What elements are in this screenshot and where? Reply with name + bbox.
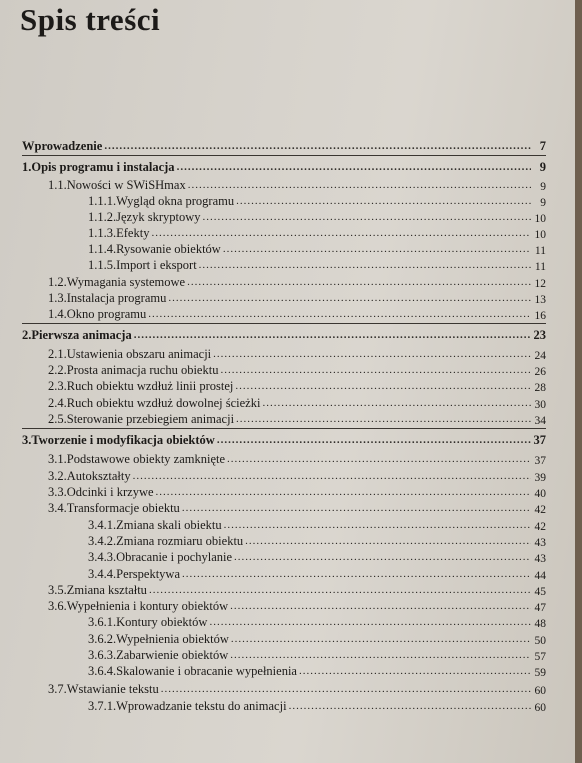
toc-title: Odcinki i krzywe [66,485,154,499]
toc-page-number: 12 [534,278,546,290]
toc-number: 1.3. [48,291,67,305]
dot-leader [182,502,531,514]
dot-leader [161,683,531,695]
toc-number: 2.1. [48,347,67,361]
dot-leader [230,649,531,661]
toc-page-number: 57 [534,651,546,663]
toc-page-number: 11 [534,245,546,257]
toc-entry [88,698,546,714]
toc-number: 3.3. [48,485,67,499]
toc-number: 3.6. [48,599,67,613]
toc-title: Instalacja programu [66,291,167,305]
dot-leader [213,348,531,360]
toc-chapter [22,138,546,154]
toc-page-number: 39 [534,472,546,484]
toc-title: Kontury obiektów [116,615,208,629]
toc-title: Tworzenie i modyfikacja obiektów [31,433,215,447]
toc-page-number: 37 [534,455,546,467]
dot-leader [245,535,531,547]
toc-number: 3.6.1. [88,615,117,629]
toc-page-number: 28 [534,382,546,394]
toc-page-number: 60 [534,685,546,697]
toc-number: 1.1. [48,178,67,192]
toc-entry [48,290,546,306]
toc-number: 2.2. [48,363,67,377]
toc-chapter [22,159,546,175]
toc-number: 3.6.3. [88,648,117,662]
dot-leader [156,486,531,498]
toc-entry [88,647,546,663]
toc-entry [48,598,546,614]
toc-title: Wymagania systemowe [66,275,186,289]
toc-entry [48,274,546,290]
dot-leader [203,211,532,223]
toc-page-number: 13 [534,294,546,306]
toc-number: 1.1.3. [88,226,117,240]
toc-entry [88,241,546,257]
dot-leader [234,551,531,563]
page-title: Spis treści [20,2,161,37]
toc-title: Podstawowe obiekty zamknięte [66,452,226,466]
toc-entry [48,681,546,697]
toc-title: Język skryptowy [116,210,201,224]
dot-leader [168,292,531,304]
toc-number: 3.6.2. [88,632,117,646]
toc-title: Sterowanie przebiegiem animacji [66,412,235,426]
dot-leader [148,308,531,320]
toc-title: Wypełnienia obiektów [116,632,229,646]
toc-entry [48,177,546,193]
toc-page-number: 47 [534,602,546,614]
toc-page-number: 10 [534,213,546,225]
toc-title: Prosta animacja ruchu obiektu [66,363,219,377]
toc-title: Wypełnienia i kontury obiektów [66,599,229,613]
toc-page-number: 9 [540,181,546,193]
toc-title: Zabarwienie obiektów [116,648,229,662]
toc-entry [48,468,546,484]
toc-number: 3.7. [48,682,67,696]
toc-entry [88,517,546,533]
toc-entry [48,395,546,411]
toc-number: 1.1.5. [88,258,117,272]
dot-leader [220,364,531,376]
toc-page-number: 26 [534,366,546,378]
toc-number: 3.1. [48,452,67,466]
dot-leader [182,568,531,580]
dot-leader [151,227,531,239]
toc-title: Nowości w SWiSHmax [66,178,186,192]
toc-entry [48,582,546,598]
toc-number: 1.4. [48,307,67,321]
toc-page-number: 24 [534,350,546,362]
toc-page-number: 40 [534,488,546,500]
toc-entry [88,257,546,273]
toc-title: Obracanie i pochylanie [116,550,233,564]
toc-page-number: 59 [534,667,546,679]
dot-leader [235,380,531,392]
toc-title: Perspektywa [116,567,180,581]
toc-page-number: 50 [534,635,546,647]
toc-number: 1.1.4. [88,242,117,256]
toc-title: Wprowadzenie [22,139,103,153]
toc-number: 2.3. [48,379,67,393]
toc-number: 3.7.1. [88,699,117,713]
toc-entry [88,193,546,209]
toc-entry [88,549,546,565]
toc-entry [48,378,546,394]
dot-leader [104,140,531,152]
dot-leader [236,195,531,207]
toc-chapter [22,327,546,343]
dot-leader [187,276,531,288]
dot-leader [236,413,531,425]
toc-entry [88,225,546,241]
toc-page-number: 43 [534,553,546,565]
toc-title: Zmiana kształtu [66,583,147,597]
toc-title: Wstawianie tekstu [66,682,159,696]
dot-leader [134,329,531,341]
toc-page-number: 45 [534,586,546,598]
toc-title: Pierwsza animacja [31,328,132,342]
toc-page-number: 11 [534,261,546,273]
dot-leader [149,584,531,596]
section-divider [22,323,546,324]
dot-leader [262,397,531,409]
toc-entry [48,451,546,467]
toc-title: Zmiana rozmiaru obiektu [116,534,244,548]
toc-title: Efekty [116,226,150,240]
toc-number: 1.1.2. [88,210,117,224]
toc-entry [48,346,546,362]
toc-number: 3.4.2. [88,534,117,548]
toc-number: 3.4.1. [88,518,117,532]
dot-leader [299,665,531,677]
toc-title: Ustawienia obszaru animacji [66,347,212,361]
dot-leader [209,616,531,628]
toc-number: 2.4. [48,396,67,410]
toc-page-number: 23 [533,328,546,342]
toc-number: 3.6.4. [88,664,117,678]
toc-title: Zmiana skali obiektu [116,518,222,532]
toc-number: 3.2. [48,469,67,483]
toc-title: Ruch obiektu wzdłuż linii prostej [66,379,234,393]
toc-title: Skalowanie i obracanie wypełnienia [116,664,297,678]
toc-title: Wprowadzanie tekstu do animacji [116,699,287,713]
toc-page-number: 30 [534,399,546,411]
toc-entry [88,631,546,647]
toc-title: Import i eksport [116,258,197,272]
dot-leader [199,259,531,271]
toc-chapter [22,432,546,448]
dot-leader [133,470,531,482]
toc-entry [48,411,546,427]
toc-title: Opis programu i instalacja [31,160,175,174]
toc-page-number: 42 [534,521,546,533]
toc-entry [88,533,546,549]
dot-leader [227,453,531,465]
toc-number: 2.5. [48,412,67,426]
toc-number: 1.1.1. [88,194,117,208]
toc-number: 3.5. [48,583,67,597]
toc-title: Autokształty [66,469,131,483]
toc-page-number: 9 [540,197,546,209]
dot-leader [230,600,531,612]
toc-page-number: 42 [534,504,546,516]
dot-leader [231,633,531,645]
toc-entry [48,484,546,500]
toc-entry [88,209,546,225]
toc-title: Rysowanie obiektów [116,242,221,256]
toc-page-number: 16 [534,310,546,322]
toc-number: 1.2. [48,275,67,289]
toc-number: 3.4.3. [88,550,117,564]
section-divider [22,155,546,156]
toc-entry [88,614,546,630]
toc-number: 1. [22,160,32,174]
toc-number: 2. [22,328,32,342]
toc-entry [48,306,546,322]
toc-title: Wygląd okna programu [116,194,235,208]
toc-number: 3.4. [48,501,67,515]
toc-title: Okno programu [66,307,147,321]
section-divider [22,428,546,429]
toc-page-number: 7 [539,139,546,153]
dot-leader [188,179,531,191]
dot-leader [223,243,531,255]
toc-page-number: 9 [539,160,546,174]
dot-leader [217,434,531,446]
toc-entry [88,663,546,679]
toc-title: Transformacje obiektu [66,501,180,515]
toc-entry [48,362,546,378]
toc-number: 3. [22,433,32,447]
toc-page-number: 43 [534,537,546,549]
toc-page-number: 48 [534,618,546,630]
toc-page-number: 10 [534,229,546,241]
dot-leader [224,519,531,531]
toc-page-number: 60 [534,702,546,714]
toc-page-number: 37 [533,433,546,447]
toc-title: Ruch obiektu wzdłuż dowolnej ścieżki [66,396,261,410]
dot-leader [289,700,531,712]
toc-entry [88,566,546,582]
dot-leader [177,161,531,173]
toc-entry [48,500,546,516]
toc-page-number: 44 [534,570,546,582]
toc-number: 3.4.4. [88,567,117,581]
toc-page-number: 34 [534,415,546,427]
